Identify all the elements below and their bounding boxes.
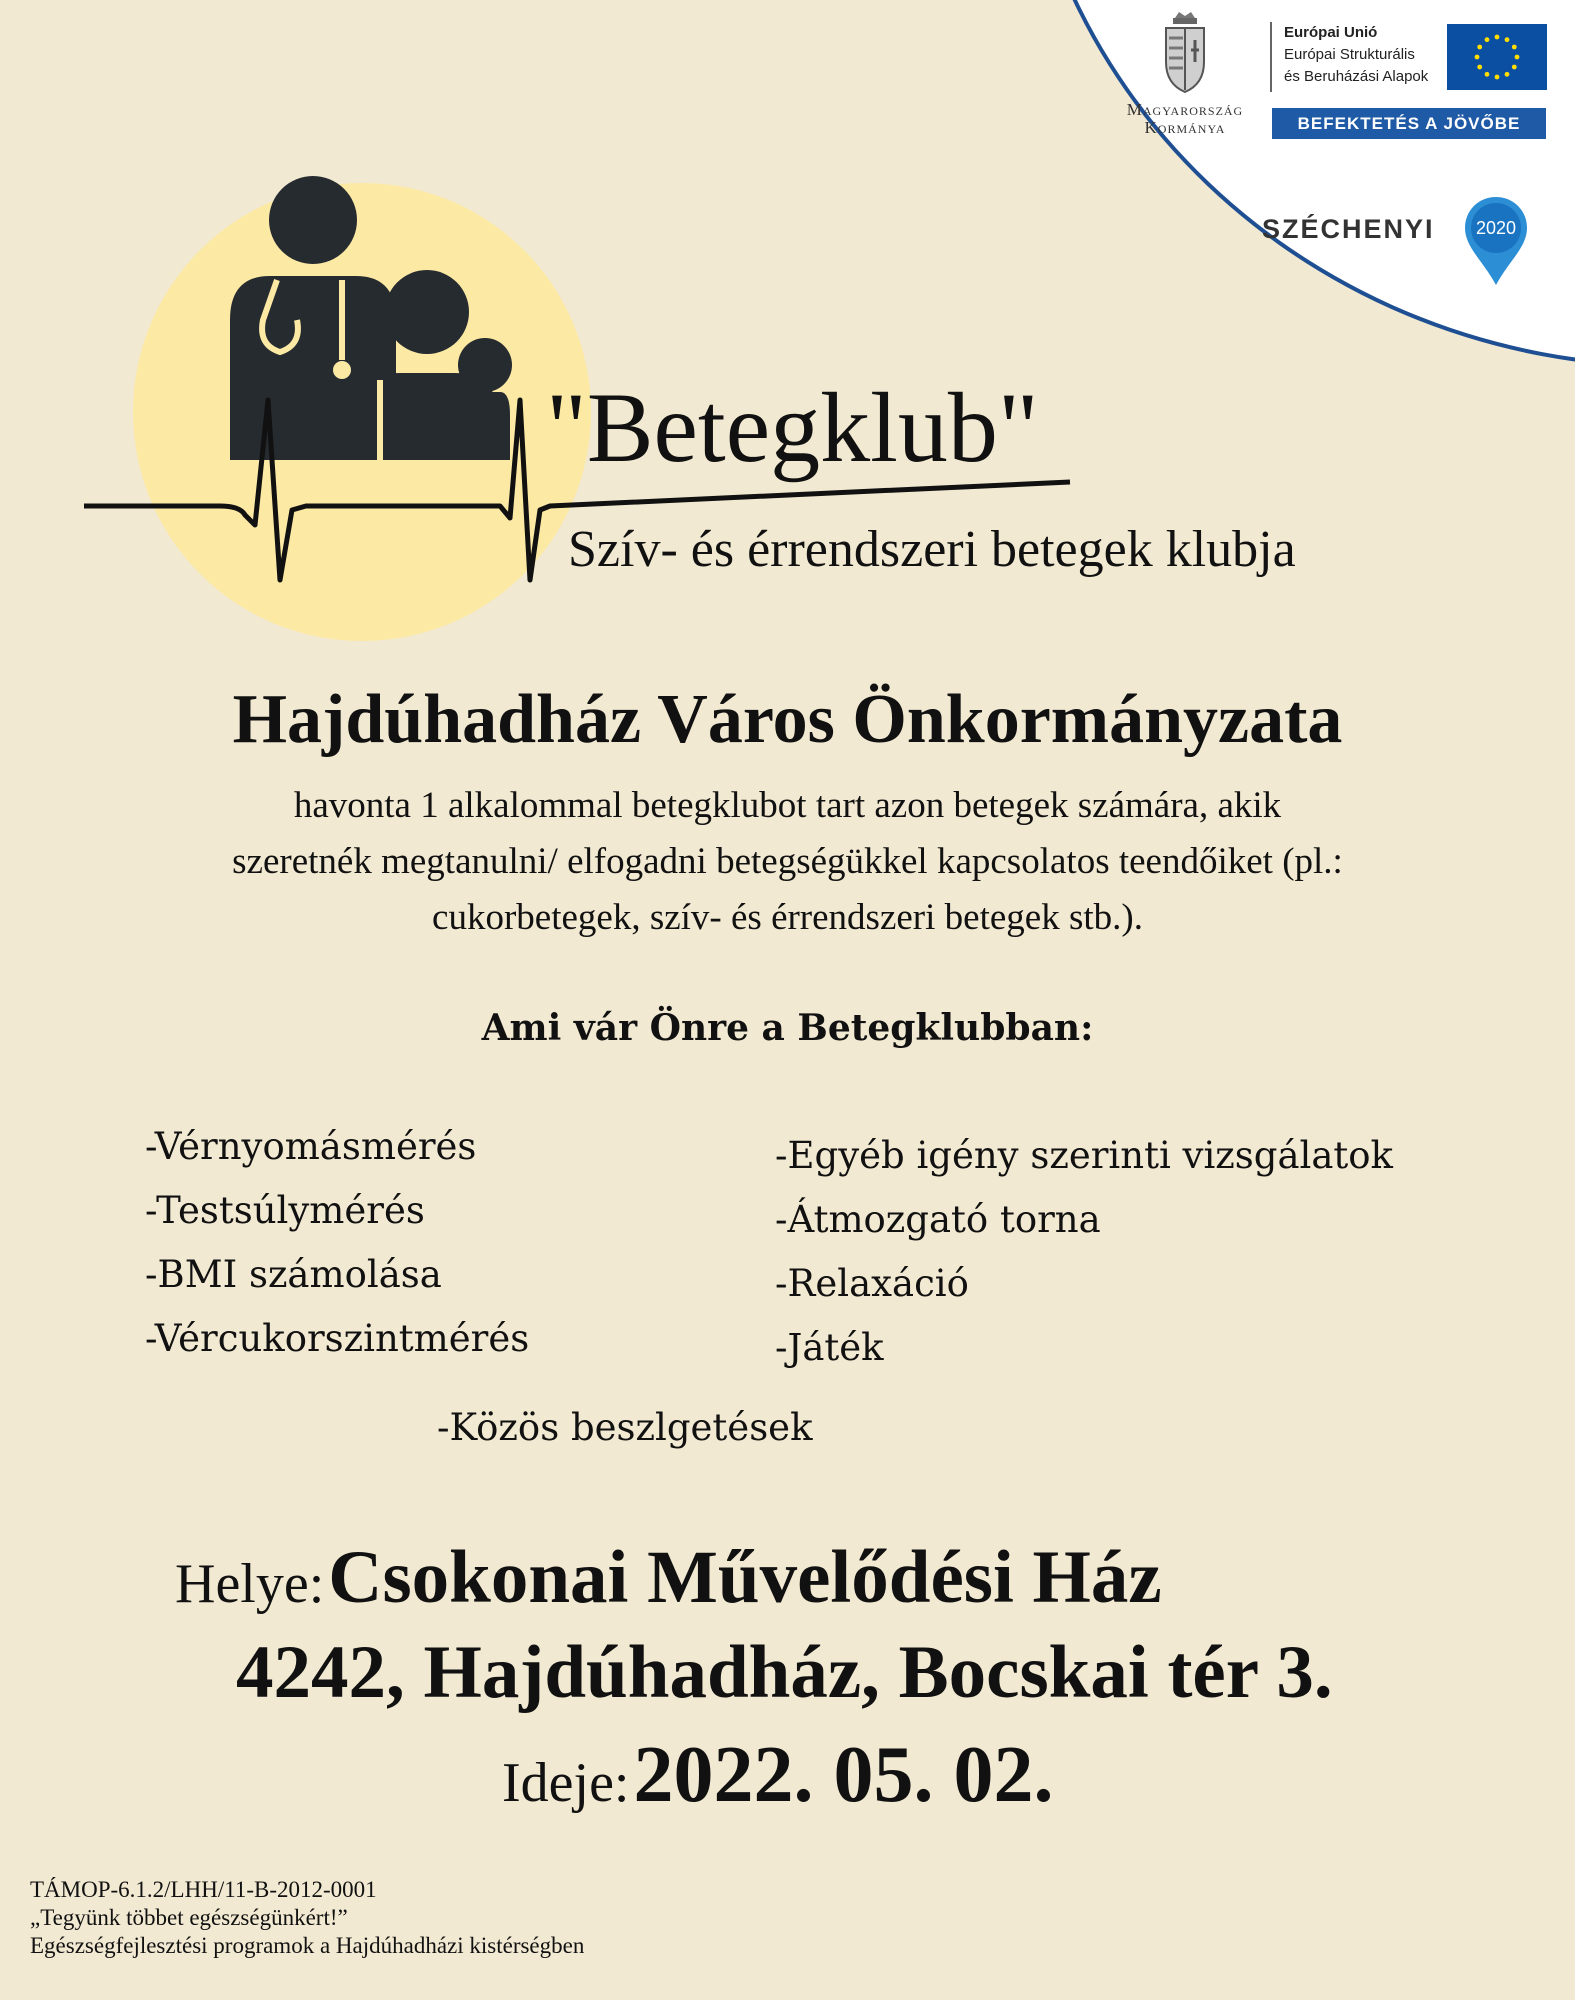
place-label: Helye:: [175, 1553, 325, 1615]
list-item: -Vércukorszintmérés: [145, 1317, 530, 1360]
government-text: [1115, 101, 1255, 137]
organizer-heading: Hajdúhadház Város Önkormányzata: [232, 681, 1343, 758]
szechenyi-logo-text: SZÉCHENYI: [1262, 214, 1435, 244]
eu-text-block: [1270, 22, 1434, 92]
description-line3: cukorbetegek, szív- és érrendszeri betegek stb.).: [432, 897, 1143, 938]
footer-line2: „Tegyünk többet egészségünkért!”: [30, 1905, 348, 1930]
gov-text-line1: Magyarország: [1126, 100, 1244, 119]
footer-line1: TÁMOP-6.1.2/LHH/11-B-2012-0001: [30, 1877, 377, 1902]
footer: [30, 1876, 584, 1960]
list-item: -BMI számolása: [145, 1253, 442, 1296]
eu-title: Európai Unió: [1284, 24, 1378, 41]
eu-line3: és Beruházási Alapok: [1284, 68, 1429, 85]
place-address: 4242, Hajdúhadház, Bocskai tér 3.: [236, 1631, 1333, 1714]
government-logo: [1115, 10, 1255, 137]
club-title: "Betegklub": [546, 372, 1039, 483]
gov-text-line2: Kormánya: [1144, 118, 1226, 137]
offer-list-right: [775, 1124, 1393, 1380]
description: [100, 778, 1475, 946]
eu-slogan-bar: BEFEKTETÉS A JÖVŐBE: [1272, 108, 1546, 139]
szechenyi-year: 2020: [1475, 218, 1517, 238]
eu-line2: Európai Strukturális: [1284, 46, 1415, 63]
description-line1: havonta 1 alkalommal betegklubot tart azon betegek számára, akik: [293, 785, 1282, 826]
list-item: -Relaxáció: [775, 1262, 969, 1305]
offer-list-left: [145, 1115, 529, 1371]
time-label: Ideje:: [502, 1752, 630, 1814]
list-item: -Egyéb igény szerinti vizsgálatok: [775, 1134, 1393, 1177]
event-date: 2022. 05. 02.: [633, 1731, 1054, 1819]
list-item-extra: -Közös beszlgetések: [437, 1406, 813, 1449]
footer-line3: Egészségfejlesztési programok a Hajdúhadházi kistérségben: [30, 1933, 585, 1958]
list-item: -Átmozgató torna: [775, 1198, 1101, 1241]
list-item: -Játék: [775, 1326, 884, 1369]
time-line: [502, 1730, 1053, 1821]
club-subtitle: Szív- és érrendszeri betegek klubja: [568, 521, 1296, 578]
place-name: Csokonai Művelődési Ház: [328, 1536, 1162, 1619]
hungarian-coat-of-arms-icon: [1161, 10, 1209, 96]
place-line: [175, 1535, 1162, 1621]
location-pin-icon: [1463, 195, 1529, 287]
offer-heading: Ami vár Önre a Betegklubban:: [481, 1007, 1094, 1049]
description-line2: szeretnék megtanulni/ elfogadni betegségükkel kapcsolatos teendőiket (pl.:: [232, 841, 1343, 882]
list-item: -Vérnyomásmérés: [145, 1125, 477, 1168]
eu-flag-icon: [1447, 24, 1547, 90]
list-item: -Testsúlymérés: [145, 1189, 425, 1232]
